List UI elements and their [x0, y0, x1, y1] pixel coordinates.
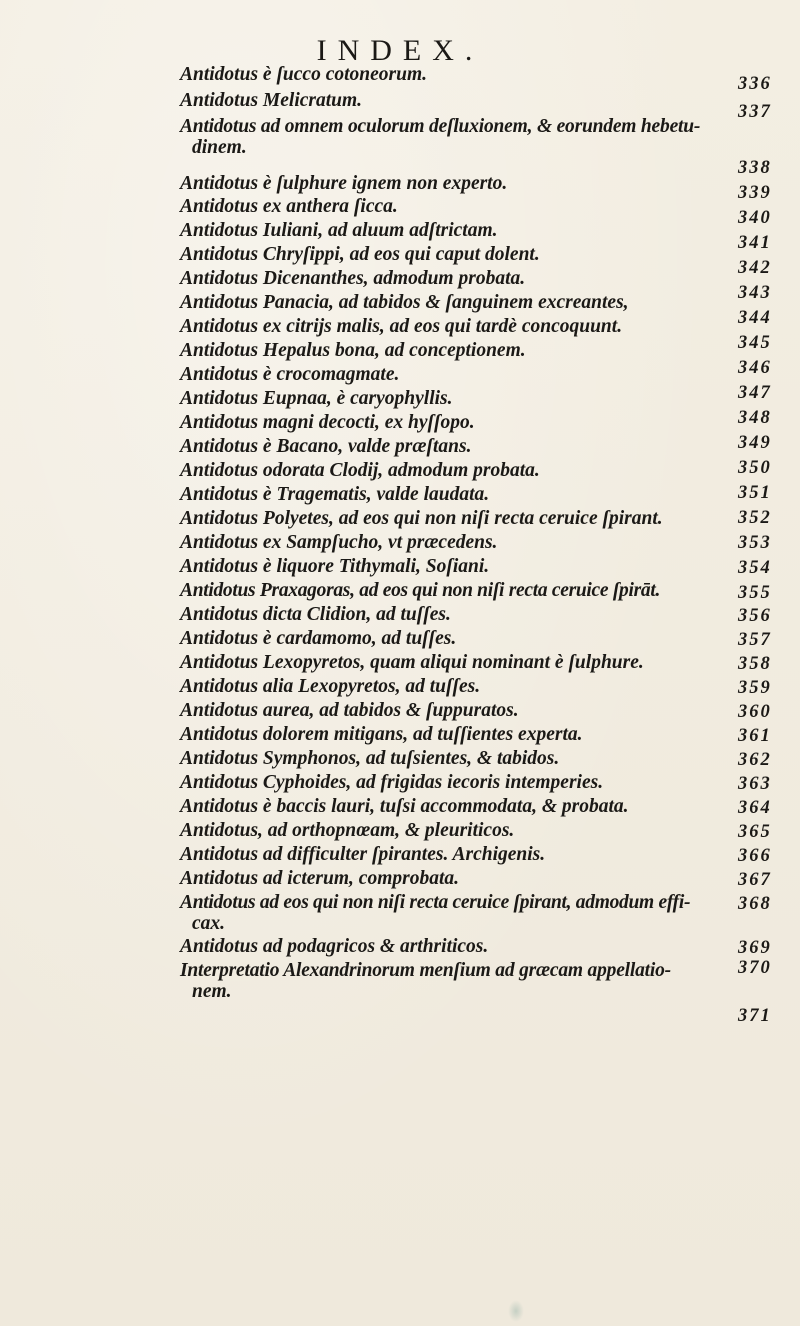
page-number: 366 — [738, 846, 772, 866]
page-number: 365 — [738, 822, 772, 842]
index-entry — [180, 220, 792, 241]
entry-title: Antidotus, ad orthopnœam, & pleuriticos. — [180, 820, 515, 841]
page-number: 357 — [738, 630, 772, 650]
entry-title: Antidotus ad eos qui non niſi recta ceruice ſpirant, admodum effi- — [180, 892, 691, 913]
entry-title: Antidotus ex Sampſucho, vt præcedens. — [180, 532, 498, 553]
page-number: 355 — [738, 583, 772, 603]
index-entry — [180, 724, 792, 745]
entry-title: Antidotus Panacia, ad tabidos & ſanguinem excreantes, — [180, 292, 629, 313]
entry-continuation: dinem. — [192, 137, 247, 158]
page-number: 340 — [738, 208, 772, 228]
page-number: 345 — [738, 333, 772, 353]
page-number: 348 — [738, 408, 772, 428]
page-number: 364 — [738, 798, 772, 818]
index-entry — [180, 820, 792, 841]
page-number: 363 — [738, 774, 772, 794]
index-entry — [180, 412, 792, 433]
index-entry — [180, 580, 792, 601]
page-number: 362 — [738, 750, 772, 770]
index-entry — [180, 268, 792, 289]
index-entry — [180, 652, 792, 673]
page-number: 350 — [738, 458, 772, 478]
index-entry — [180, 436, 792, 457]
page-number: 370 — [738, 958, 772, 978]
entry-continuation: nem. — [192, 981, 232, 1002]
index-entry — [180, 460, 792, 481]
entry-title: Interpretatio Alexandrinorum menſium ad græcam appellatio- — [180, 960, 671, 981]
index-entry — [180, 628, 792, 649]
index-entry — [180, 90, 792, 111]
page-number: 361 — [738, 726, 772, 746]
page-number: 337 — [738, 102, 772, 122]
index-entry — [180, 772, 792, 793]
index-entry — [180, 868, 792, 889]
index-entry — [180, 484, 792, 505]
entry-title: Antidotus è crocomagmate. — [180, 364, 400, 385]
entry-title: Antidotus è ſulphure ignem non experto. — [180, 173, 508, 194]
entry-title: Antidotus dicta Clidion, ad tuſſes. — [180, 604, 451, 625]
index-entry — [180, 364, 792, 385]
page-number: 351 — [738, 483, 772, 503]
entry-title: Antidotus è baccis lauri, tuſsi accommodata, & probata. — [180, 796, 629, 817]
entry-title: Antidotus Iuliani, ad aluum adſtrictam. — [180, 220, 498, 241]
entry-title: Antidotus Melicratum. — [180, 90, 363, 111]
index-entry — [180, 173, 792, 194]
index-entry — [180, 960, 795, 1002]
page-number: 360 — [738, 702, 772, 722]
entry-title: Antidotus ex anthera ſicca. — [180, 196, 398, 217]
page-number: 359 — [738, 678, 772, 698]
page-number: 339 — [738, 183, 772, 203]
index-entry — [180, 556, 792, 577]
page-number: 356 — [738, 606, 772, 626]
index-entry — [180, 796, 792, 817]
page-number: 346 — [738, 358, 772, 378]
index-entry — [180, 532, 792, 553]
index-entry — [180, 604, 792, 625]
entry-title: Antidotus Symphonos, ad tuſsientes, & tabidos. — [180, 748, 560, 769]
page-number: 336 — [738, 74, 772, 94]
index-entry — [180, 676, 792, 697]
index-entry — [180, 892, 795, 934]
entry-title: Antidotus odorata Clodij, admodum probata. — [180, 460, 540, 481]
entry-title: Antidotus Praxagoras, ad eos qui non niſi recta ceruice ſpirāt. — [180, 580, 661, 601]
index-entry — [180, 316, 792, 337]
entry-title: Antidotus Eupnaa, è caryophyllis. — [180, 388, 453, 409]
index-entry — [180, 700, 792, 721]
page-number: 342 — [738, 258, 772, 278]
page-number: 341 — [738, 233, 772, 253]
entry-title: Antidotus aurea, ad tabidos & ſuppuratos. — [180, 700, 519, 721]
entry-title: Antidotus magni decocti, ex hyſſopo. — [180, 412, 475, 433]
entry-title: Antidotus ad difficulter ſpirantes. Archigenis. — [180, 844, 546, 865]
entry-title: Antidotus è Tragematis, valde laudata. — [180, 484, 490, 505]
index-entry — [180, 244, 792, 265]
page-number: 338 — [738, 158, 772, 178]
entry-title: Antidotus è liquore Tithymali, Soſiani. — [180, 556, 490, 577]
index-entry — [180, 196, 792, 217]
index-entry — [180, 748, 792, 769]
index-entry — [180, 936, 792, 957]
entry-title: Antidotus è ſucco cotoneorum. — [180, 64, 428, 85]
entry-title: Antidotus Cyphoides, ad frigidas iecoris intemperies. — [180, 772, 604, 793]
entry-title: Antidotus dolorem mitigans, ad tuſſientes experta. — [180, 724, 583, 745]
index-entry — [180, 340, 792, 361]
index-entry — [180, 388, 792, 409]
page-number: 371 — [738, 1006, 772, 1026]
entry-title: Antidotus ex citrijs malis, ad eos qui tardè concoquunt. — [180, 316, 623, 337]
entry-title: Antidotus ad icterum, comprobata. — [180, 868, 459, 889]
entry-title: Antidotus ad omnem oculorum deſluxionem, & eorundem hebetu- — [180, 116, 701, 137]
page-number: 347 — [738, 383, 772, 403]
page-number: 343 — [738, 283, 772, 303]
page-number: 369 — [738, 938, 772, 958]
entry-title: Antidotus ad podagricos & arthriticos. — [180, 936, 489, 957]
index-entry — [180, 116, 795, 158]
entry-title: Antidotus Chryſippi, ad eos qui caput dolent. — [180, 244, 540, 265]
entry-title: Antidotus è Bacano, valde præſtans. — [180, 436, 472, 457]
index-entry — [180, 508, 792, 529]
page-number: 368 — [738, 894, 772, 914]
entry-title: Antidotus Lexopyretos, quam aliqui nominant è ſulphure. — [180, 652, 644, 673]
page-number: 352 — [738, 508, 772, 528]
index-entry — [180, 64, 792, 85]
index-entry — [180, 292, 792, 313]
page-stain — [508, 1300, 524, 1322]
page-number: 353 — [738, 533, 772, 553]
page-number: 367 — [738, 870, 772, 890]
page-number: 344 — [738, 308, 772, 328]
entry-title: Antidotus Hepalus bona, ad conceptionem. — [180, 340, 526, 361]
entry-title: Antidotus è cardamomo, ad tuſſes. — [180, 628, 457, 649]
page-number: 349 — [738, 433, 772, 453]
page-number: 358 — [738, 654, 772, 674]
entry-title: Antidotus Polyetes, ad eos qui non niſi recta ceruice ſpirant. — [180, 508, 663, 529]
page-number: 354 — [738, 558, 772, 578]
index-entry — [180, 844, 792, 865]
page-title: INDEX. — [316, 34, 484, 67]
entry-title: Antidotus Dicenanthes, admodum probata. — [180, 268, 526, 289]
entry-continuation: cax. — [192, 913, 226, 934]
entry-title: Antidotus alia Lexopyretos, ad tuſſes. — [180, 676, 481, 697]
